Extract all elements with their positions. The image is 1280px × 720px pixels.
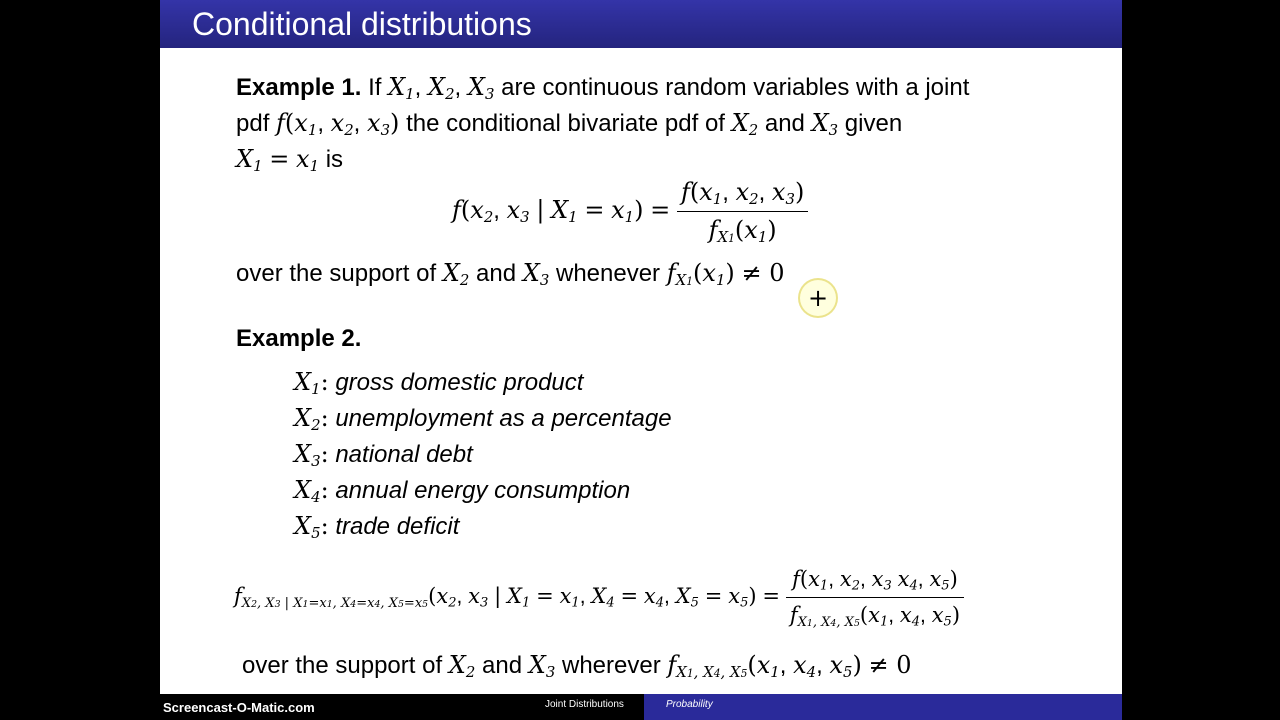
crosshair-icon: + xyxy=(807,284,829,312)
footer-course-label: Probability xyxy=(666,699,713,710)
example1-line3: $X_1 = x_1$ is xyxy=(236,145,344,176)
list-item: $X_4$: annual energy consumption xyxy=(294,476,631,507)
example2-label: Example 2. xyxy=(236,325,362,352)
list-item: $X_5$: trade deficit xyxy=(294,512,460,543)
equation-2: $f_{X2, X3 | X1=x1, X4=x4, X5=x5}(x_2$, $x_3$ | $X_1 = x_1$, $X_4 = x_4$, $X_5 = x_5$) = $\frac{f(x_1, x_2, x_3 x_4, x_5)}{f_{X1, X4, X5}(x_1, x_4, x_5)}$ xyxy=(234,562,964,633)
equation-1: $f(x_2$, $x_3$ | $X_1 = x_1$) = $\frac{f(x_1, x_2, x_3)}{f_{X1}(x_1)}$ xyxy=(452,174,808,249)
slide-content xyxy=(160,0,1122,720)
example1-support-line: over the support of $X_2$ and $X_3$ whenever $f_{X1}(x_1) \ne 0$ xyxy=(236,259,785,290)
footer-right xyxy=(644,694,1122,720)
example1-line1: Example 1. If $X_1$, $X_2$, $X_3$ are continuous random variables with a joint xyxy=(236,73,970,104)
list-item: $X_3$: national debt xyxy=(294,440,473,471)
example1-label: Example 1. xyxy=(236,74,362,101)
example1-line2: pdf $f(x_1$, $x_2$, $x_3$) the conditional bivariate pdf of $X_2$ and $X_3$ given xyxy=(236,109,903,140)
footer-section-label: Joint Distributions xyxy=(545,699,624,710)
slide xyxy=(160,0,1122,720)
slide-title: Conditional distributions xyxy=(192,6,532,42)
example2-support-line: over the support of $X_2$ and $X_3$ wherever $f_{X1, X4, X5}(x_1$, $x_4$, $x_5) \ne 0$ xyxy=(242,651,912,682)
cursor-highlight xyxy=(798,278,838,318)
screencast-watermark[interactable]: Screencast-O-Matic.com xyxy=(163,700,315,715)
list-item: $X_1$: gross domestic product xyxy=(294,368,584,399)
list-item: $X_2$: unemployment as a percentage xyxy=(294,404,672,435)
